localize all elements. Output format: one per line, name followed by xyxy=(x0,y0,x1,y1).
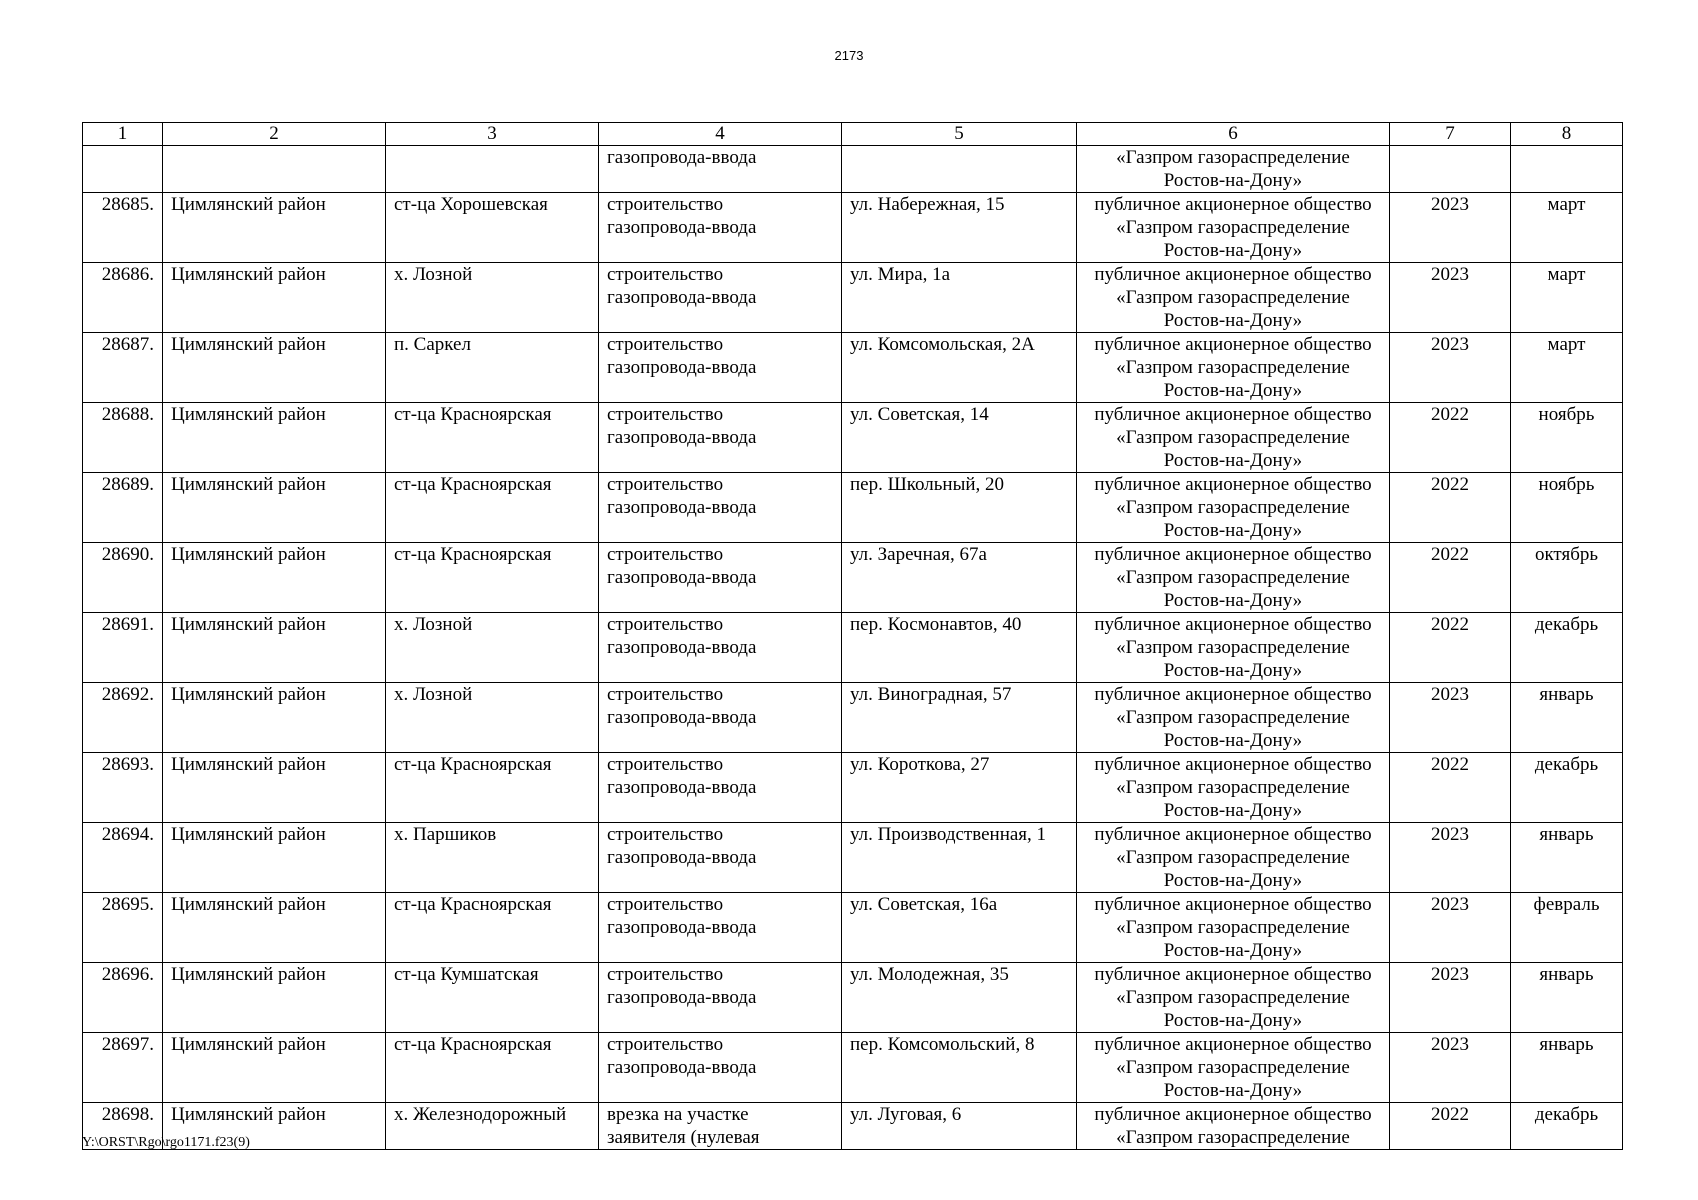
cell-address: ул. Виноградная, 57 xyxy=(842,683,1077,753)
cell-org-line: публичное акционерное общество xyxy=(1094,614,1372,635)
cell-month: декабрь xyxy=(1511,753,1623,823)
cell-org xyxy=(1077,1103,1390,1150)
cell-org-line: Ростов-на-Дону» xyxy=(1163,730,1303,751)
document-table xyxy=(82,122,1623,1150)
cell-address xyxy=(842,146,1077,193)
cell-year: 2023 xyxy=(1390,263,1511,333)
cell-year: 2023 xyxy=(1390,683,1511,753)
cell-org-line: «Газпром газораспределение xyxy=(1116,847,1350,868)
cell-address: пер. Комсомольский, 8 xyxy=(842,1033,1077,1103)
cell-work-line: газопровода-ввода xyxy=(607,287,757,308)
cell-settlement: х. Лозной xyxy=(386,263,599,333)
cell-month: март xyxy=(1511,333,1623,403)
table-row xyxy=(83,1033,1623,1103)
cell-work-line: газопровода-ввода xyxy=(607,777,757,798)
column-header: 3 xyxy=(386,123,599,146)
cell-district: Цимлянский район xyxy=(163,403,386,473)
cell-org-line: публичное акционерное общество xyxy=(1094,684,1372,705)
cell-work xyxy=(599,753,842,823)
cell-work-line: строительство xyxy=(607,614,724,635)
cell-work xyxy=(599,263,842,333)
cell-num: 28691. xyxy=(83,613,163,683)
table-row xyxy=(83,333,1623,403)
cell-org-line: публичное акционерное общество xyxy=(1094,544,1372,565)
table-row xyxy=(83,823,1623,893)
column-header: 6 xyxy=(1077,123,1390,146)
cell-org-line: «Газпром газораспределение xyxy=(1116,1127,1350,1148)
cell-work-line: газопровода-ввода xyxy=(607,497,757,518)
cell-month: ноябрь xyxy=(1511,473,1623,543)
cell-settlement: ст-ца Красноярская xyxy=(386,543,599,613)
cell-org-line: публичное акционерное общество xyxy=(1094,1104,1372,1125)
cell-num: 28694. xyxy=(83,823,163,893)
cell-org-line: «Газпром газораспределение xyxy=(1116,427,1350,448)
cell-work-line: строительство xyxy=(607,264,724,285)
cell-work-line: строительство xyxy=(607,684,724,705)
cell-work xyxy=(599,1033,842,1103)
cell-num: 28690. xyxy=(83,543,163,613)
cell-month: декабрь xyxy=(1511,1103,1623,1150)
cell-org xyxy=(1077,753,1390,823)
cell-org-line: «Газпром газораспределение xyxy=(1116,567,1350,588)
cell-work-line: газопровода-ввода xyxy=(607,637,757,658)
cell-org xyxy=(1077,403,1390,473)
cell-settlement: ст-ца Красноярская xyxy=(386,893,599,963)
cell-settlement: х. Лозной xyxy=(386,683,599,753)
cell-num: 28698. xyxy=(83,1103,163,1150)
cell-org-line: Ростов-на-Дону» xyxy=(1163,520,1303,541)
cell-work xyxy=(599,893,842,963)
cell-settlement: ст-ца Кумшатская xyxy=(386,963,599,1033)
cell-work-line: врезка на участке xyxy=(607,1104,749,1125)
cell-month xyxy=(1511,146,1623,193)
cell-work-line: строительство xyxy=(607,754,724,775)
cell-work-line: газопровода-ввода xyxy=(607,1057,757,1078)
cell-district: Цимлянский район xyxy=(163,1033,386,1103)
cell-org-line: Ростов-на-Дону» xyxy=(1163,170,1303,191)
column-header: 4 xyxy=(599,123,842,146)
cell-work xyxy=(599,333,842,403)
cell-work-line: газопровода-ввода xyxy=(607,707,757,728)
cell-district: Цимлянский район xyxy=(163,753,386,823)
column-header: 7 xyxy=(1390,123,1511,146)
cell-work xyxy=(599,146,842,193)
cell-num: 28692. xyxy=(83,683,163,753)
cell-org-line: Ростов-на-Дону» xyxy=(1163,240,1303,261)
cell-settlement xyxy=(386,146,599,193)
cell-month: октябрь xyxy=(1511,543,1623,613)
cell-work xyxy=(599,823,842,893)
cell-district: Цимлянский район xyxy=(163,613,386,683)
cell-work xyxy=(599,963,842,1033)
cell-work-line: строительство xyxy=(607,474,724,495)
cell-org-line: публичное акционерное общество xyxy=(1094,474,1372,495)
cell-org xyxy=(1077,963,1390,1033)
cell-year: 2022 xyxy=(1390,543,1511,613)
cell-month: январь xyxy=(1511,823,1623,893)
cell-work-line: строительство xyxy=(607,194,724,215)
footer-file-path: Y:\ORST\Rgo\rgo1171.f23(9) xyxy=(82,1135,250,1150)
column-header: 1 xyxy=(83,123,163,146)
cell-address: ул. Набережная, 15 xyxy=(842,193,1077,263)
cell-address: ул. Советская, 14 xyxy=(842,403,1077,473)
cell-year: 2022 xyxy=(1390,473,1511,543)
cell-district: Цимлянский район xyxy=(163,963,386,1033)
cell-org-line: «Газпром газораспределение xyxy=(1116,497,1350,518)
cell-address: пер. Школьный, 20 xyxy=(842,473,1077,543)
column-header: 2 xyxy=(163,123,386,146)
cell-org-line: публичное акционерное общество xyxy=(1094,194,1372,215)
cell-org-line: Ростов-на-Дону» xyxy=(1163,1010,1303,1031)
cell-work-line: газопровода-ввода xyxy=(607,357,757,378)
cell-year: 2023 xyxy=(1390,963,1511,1033)
cell-work-line: газопровода-ввода xyxy=(607,847,757,868)
cell-org-line: Ростов-на-Дону» xyxy=(1163,590,1303,611)
cell-settlement: ст-ца Хорошевская xyxy=(386,193,599,263)
cell-work xyxy=(599,473,842,543)
table-row xyxy=(83,963,1623,1033)
cell-district: Цимлянский район xyxy=(163,823,386,893)
cell-org-line: Ростов-на-Дону» xyxy=(1163,380,1303,401)
cell-org-line: «Газпром газораспределение xyxy=(1116,147,1350,168)
cell-org-line: «Газпром газораспределение xyxy=(1116,287,1350,308)
cell-num: 28697. xyxy=(83,1033,163,1103)
table-row xyxy=(83,473,1623,543)
cell-month: ноябрь xyxy=(1511,403,1623,473)
cell-district xyxy=(163,146,386,193)
cell-org-line: публичное акционерное общество xyxy=(1094,964,1372,985)
cell-district: Цимлянский район xyxy=(163,893,386,963)
cell-address: ул. Короткова, 27 xyxy=(842,753,1077,823)
cell-work xyxy=(599,543,842,613)
cell-work-line: строительство xyxy=(607,824,724,845)
column-header: 8 xyxy=(1511,123,1623,146)
cell-org-line: Ростов-на-Дону» xyxy=(1163,940,1303,961)
cell-district: Цимлянский район xyxy=(163,543,386,613)
cell-org-line: «Газпром газораспределение xyxy=(1116,637,1350,658)
header-row xyxy=(83,123,1623,146)
cell-org-line: Ростов-на-Дону» xyxy=(1163,870,1303,891)
table-row xyxy=(83,683,1623,753)
cell-address: ул. Луговая, 6 xyxy=(842,1103,1077,1150)
cell-settlement: ст-ца Красноярская xyxy=(386,403,599,473)
cell-settlement: п. Саркел xyxy=(386,333,599,403)
page-number: 2173 xyxy=(834,48,864,63)
cell-num: 28688. xyxy=(83,403,163,473)
cell-num: 28696. xyxy=(83,963,163,1033)
cell-work xyxy=(599,613,842,683)
cell-org xyxy=(1077,823,1390,893)
cell-address: ул. Заречная, 67а xyxy=(842,543,1077,613)
cell-settlement: х. Железнодорожный xyxy=(386,1103,599,1150)
column-header: 5 xyxy=(842,123,1077,146)
cell-work-line: строительство xyxy=(607,894,724,915)
table-row xyxy=(83,263,1623,333)
cell-num: 28687. xyxy=(83,333,163,403)
cell-num: 28686. xyxy=(83,263,163,333)
cell-org-line: публичное акционерное общество xyxy=(1094,334,1372,355)
cell-year xyxy=(1390,146,1511,193)
cell-district: Цимлянский район xyxy=(163,1103,386,1150)
cell-settlement: ст-ца Красноярская xyxy=(386,1033,599,1103)
cell-org-line: «Газпром газораспределение xyxy=(1116,917,1350,938)
cell-org-line: публичное акционерное общество xyxy=(1094,264,1372,285)
cell-org xyxy=(1077,613,1390,683)
cell-year: 2023 xyxy=(1390,333,1511,403)
cell-year: 2023 xyxy=(1390,823,1511,893)
cell-month: январь xyxy=(1511,1033,1623,1103)
cell-org xyxy=(1077,893,1390,963)
cell-work xyxy=(599,403,842,473)
table-row-continued xyxy=(83,146,1623,193)
cell-org-line: «Газпром газораспределение xyxy=(1116,1057,1350,1078)
cell-org-line: публичное акционерное общество xyxy=(1094,824,1372,845)
cell-month: декабрь xyxy=(1511,613,1623,683)
cell-work-line: заявителя (нулевая xyxy=(607,1127,760,1148)
cell-work-line: газопровода-ввода xyxy=(607,567,757,588)
cell-address: ул. Советская, 16а xyxy=(842,893,1077,963)
table-row xyxy=(83,753,1623,823)
cell-address: ул. Молодежная, 35 xyxy=(842,963,1077,1033)
cell-settlement: ст-ца Красноярская xyxy=(386,753,599,823)
cell-work-line: строительство xyxy=(607,404,724,425)
cell-num: 28689. xyxy=(83,473,163,543)
cell-work xyxy=(599,683,842,753)
cell-year: 2022 xyxy=(1390,1103,1511,1150)
cell-month: март xyxy=(1511,193,1623,263)
cell-year: 2022 xyxy=(1390,753,1511,823)
cell-work-line: газопровода-ввода xyxy=(607,987,757,1008)
cell-org-line: публичное акционерное общество xyxy=(1094,404,1372,425)
cell-year: 2023 xyxy=(1390,193,1511,263)
cell-address: ул. Мира, 1а xyxy=(842,263,1077,333)
cell-settlement: х. Лозной xyxy=(386,613,599,683)
cell-num: 28685. xyxy=(83,193,163,263)
cell-district: Цимлянский район xyxy=(163,333,386,403)
cell-work-line: строительство xyxy=(607,544,724,565)
cell-org-line: публичное акционерное общество xyxy=(1094,1034,1372,1055)
cell-org xyxy=(1077,333,1390,403)
table-row xyxy=(83,403,1623,473)
cell-org-line: Ростов-на-Дону» xyxy=(1163,800,1303,821)
cell-org-line: «Газпром газораспределение xyxy=(1116,217,1350,238)
cell-work-line: газопровода-ввода xyxy=(607,917,757,938)
cell-work-line: строительство xyxy=(607,1034,724,1055)
cell-address: ул. Производственная, 1 xyxy=(842,823,1077,893)
cell-org-line: «Газпром газораспределение xyxy=(1116,777,1350,798)
cell-org-line: Ростов-на-Дону» xyxy=(1163,450,1303,471)
table-row xyxy=(83,613,1623,683)
cell-address: ул. Комсомольская, 2А xyxy=(842,333,1077,403)
cell-month: март xyxy=(1511,263,1623,333)
cell-org-line: Ростов-на-Дону» xyxy=(1163,660,1303,681)
cell-settlement: ст-ца Красноярская xyxy=(386,473,599,543)
cell-work xyxy=(599,193,842,263)
cell-district: Цимлянский район xyxy=(163,473,386,543)
cell-work-line: газопровода-ввода xyxy=(607,217,757,238)
cell-district: Цимлянский район xyxy=(163,683,386,753)
cell-work-line: газопровода-ввода xyxy=(607,427,757,448)
table-row xyxy=(83,1103,1623,1150)
cell-org-line: «Газпром газораспределение xyxy=(1116,987,1350,1008)
cell-address: пер. Космонавтов, 40 xyxy=(842,613,1077,683)
cell-org-line: публичное акционерное общество xyxy=(1094,894,1372,915)
cell-year: 2023 xyxy=(1390,893,1511,963)
cell-org xyxy=(1077,193,1390,263)
cell-num: 28695. xyxy=(83,893,163,963)
cell-org-line: Ростов-на-Дону» xyxy=(1163,310,1303,331)
cell-work-line: строительство xyxy=(607,964,724,985)
cell-org xyxy=(1077,146,1390,193)
table-row xyxy=(83,193,1623,263)
cell-year: 2022 xyxy=(1390,613,1511,683)
cell-work-line: газопровода-ввода xyxy=(607,147,757,168)
cell-org-line: публичное акционерное общество xyxy=(1094,754,1372,775)
cell-org xyxy=(1077,1033,1390,1103)
cell-month: февраль xyxy=(1511,893,1623,963)
table-row xyxy=(83,543,1623,613)
cell-year: 2023 xyxy=(1390,1033,1511,1103)
cell-district: Цимлянский район xyxy=(163,263,386,333)
cell-org-line: «Газпром газораспределение xyxy=(1116,357,1350,378)
cell-org xyxy=(1077,683,1390,753)
cell-month: январь xyxy=(1511,963,1623,1033)
cell-year: 2022 xyxy=(1390,403,1511,473)
table-row xyxy=(83,893,1623,963)
cell-org xyxy=(1077,263,1390,333)
cell-work-line: строительство xyxy=(607,334,724,355)
cell-month: январь xyxy=(1511,683,1623,753)
cell-num xyxy=(83,146,163,193)
cell-org-line: «Газпром газораспределение xyxy=(1116,707,1350,728)
cell-work xyxy=(599,1103,842,1150)
cell-district: Цимлянский район xyxy=(163,193,386,263)
cell-org xyxy=(1077,473,1390,543)
cell-settlement: х. Паршиков xyxy=(386,823,599,893)
cell-org-line: Ростов-на-Дону» xyxy=(1163,1080,1303,1101)
cell-org xyxy=(1077,543,1390,613)
cell-num: 28693. xyxy=(83,753,163,823)
